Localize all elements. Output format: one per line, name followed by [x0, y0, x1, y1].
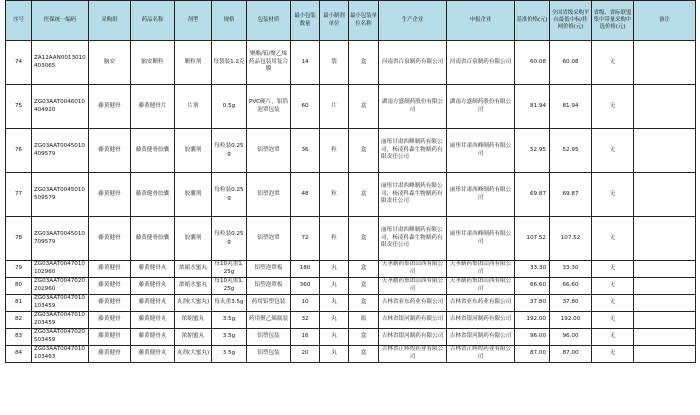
cell-note [634, 217, 696, 261]
table-row [6, 85, 696, 129]
header-material: 包装材质 [247, 1, 291, 41]
cell-min-qty: 14 [291, 41, 320, 85]
cell-code: ZG03AAT0046010404920 [32, 85, 89, 129]
cell-min-bid-price: 60.08 [550, 41, 592, 85]
header-manufacturer: 生产企业 [379, 1, 447, 41]
cell-form: 胶囊剂 [175, 173, 212, 217]
cell-name: 藤黄健骨丸 [131, 329, 175, 346]
cell-material: 药用铝塑包装 [247, 295, 291, 312]
table-row [6, 329, 696, 346]
cell-code: ZG03AAT0047010103463 [32, 346, 89, 363]
cell-form: 胶囊剂 [175, 217, 212, 261]
cell-name: 藤黄健骨胶囊 [131, 173, 175, 217]
cell-material: 药用聚乙烯瓶装 [247, 312, 291, 329]
cell-seq: 77 [6, 173, 32, 217]
cell-min-bid-price: 66.60 [550, 278, 592, 295]
cell-min-pkg-unit: 盒 [349, 129, 379, 173]
cell-province-price: 无 [592, 261, 634, 278]
header-applicant: 申报企业 [447, 1, 515, 41]
cell-material: 铝塑泡罩 [247, 173, 291, 217]
table-row [6, 295, 696, 312]
cell-name: 脑安颗粒 [131, 41, 175, 85]
cell-name: 藤黄健骨胶囊 [131, 129, 175, 173]
cell-min-bid-price: 52.95 [550, 129, 592, 173]
header-min-qty: 最小包装数量 [291, 1, 320, 41]
cell-category: 藤黄健骨 [89, 329, 131, 346]
table-row [6, 346, 696, 363]
cell-code: ZG03AAT0047010102960 [32, 261, 89, 278]
cell-material: 铝塑泡罩 [247, 217, 291, 261]
cell-min-qty: 16 [291, 329, 320, 346]
cell-material: 铝塑泡罩板 [247, 261, 291, 278]
header-min-pkg-unit: 最小包装单位名称 [349, 1, 379, 41]
cell-category: 脑安 [89, 41, 131, 85]
cell-min-bid-price: 87.00 [550, 346, 592, 363]
cell-min-bid-price: 69.87 [550, 173, 592, 217]
cell-min-pkg-unit: 盒 [349, 173, 379, 217]
cell-code: ZG03AAT0047020202960 [32, 278, 89, 295]
cell-code: ZG03AAT0047010103459 [32, 295, 89, 312]
cell-name: 藤黄健骨丸 [131, 312, 175, 329]
cell-category: 藤黄健骨 [89, 261, 131, 278]
cell-note [634, 85, 696, 129]
table-row [6, 217, 696, 261]
cell-seq: 80 [6, 278, 32, 295]
cell-category: 藤黄健骨 [89, 312, 131, 329]
cell-base-price: 192.00 [515, 312, 550, 329]
cell-min-bid-price: 81.94 [550, 85, 592, 129]
cell-note [634, 329, 696, 346]
cell-code: ZA12AAN0013010403065 [32, 41, 89, 85]
cell-base-price: 66.60 [515, 278, 550, 295]
cell-name: 藤黄健骨片 [131, 85, 175, 129]
cell-province-price: 无 [592, 173, 634, 217]
cell-min-unit: 丸 [320, 346, 349, 363]
header-province-price: 省级、省际联盟集中带量采购中选价格(元) [592, 1, 634, 41]
cell-manufacturer: 丽彤甘肃西峰制药有限公司，杨凌科森生物制药有限责任公司 [379, 129, 447, 173]
cell-spec: 每丸重3.5g [212, 295, 247, 312]
cell-min-unit: 丸 [320, 329, 349, 346]
cell-category: 藤黄健骨 [89, 295, 131, 312]
cell-note [634, 129, 696, 173]
cell-province-price: 无 [592, 278, 634, 295]
cell-applicant: 丽彤甘肃西峰制药有限公司 [447, 217, 515, 261]
cell-applicant: 天圣制药集团山西有限公司 [447, 278, 515, 295]
cell-min-qty: 360 [291, 278, 320, 295]
cell-spec: 每粒装0.25g [212, 217, 247, 261]
cell-min-bid-price: 96.00 [550, 329, 592, 346]
cell-seq: 81 [6, 295, 32, 312]
cell-applicant: 吉林省正辉煌药业有限公司 [447, 346, 515, 363]
cell-min-unit: 粒 [320, 217, 349, 261]
header-spec: 规格 [212, 1, 247, 41]
cell-manufacturer: 天圣制药集团山西有限公司 [379, 261, 447, 278]
cell-manufacturer: 湖南方盛制药股份有限公司 [379, 85, 447, 129]
cell-category: 藤黄健骨 [89, 129, 131, 173]
cell-min-bid-price: 107.52 [550, 217, 592, 261]
cell-applicant: 河南省百泉制药有限公司 [447, 41, 515, 85]
cell-base-price: 60.08 [515, 41, 550, 85]
cell-seq: 74 [6, 41, 32, 85]
cell-min-pkg-unit: 盒 [349, 278, 379, 295]
header-note: 备注 [634, 1, 696, 41]
cell-spec: 每粒装0.25g [212, 129, 247, 173]
cell-note [634, 261, 696, 278]
cell-province-price: 无 [592, 346, 634, 363]
table-row [6, 278, 696, 295]
cell-min-pkg-unit: 盒 [349, 261, 379, 278]
cell-min-qty: 20 [291, 346, 320, 363]
cell-form: 浓缩蜜丸 [175, 312, 212, 329]
cell-base-price: 37.80 [515, 295, 550, 312]
cell-min-pkg-unit: 盒 [349, 346, 379, 363]
cell-spec: 3.5g [212, 312, 247, 329]
header-base-price: 基准价格(元) [515, 1, 550, 41]
cell-province-price: 无 [592, 41, 634, 85]
cell-category: 藤黄健骨 [89, 85, 131, 129]
cell-form: 丸剂(大蜜丸) [175, 346, 212, 363]
cell-material: 聚酯/铝/聚乙烯药品包装用复合膜 [247, 41, 291, 85]
cell-manufacturer: 吉林省亚东药业有限公司 [379, 295, 447, 312]
cell-form: 浓缩水蜜丸 [175, 261, 212, 278]
cell-material: 铝塑包装 [247, 329, 291, 346]
header-category: 采购组 [89, 1, 131, 41]
cell-manufacturer: 天圣制药集团山西有限公司 [379, 278, 447, 295]
cell-code: ZG03AAT0045010709579 [32, 217, 89, 261]
cell-seq: 76 [6, 129, 32, 173]
cell-min-unit: 粒 [320, 173, 349, 217]
cell-form: 浓缩水蜜丸 [175, 278, 212, 295]
cell-material: 铝塑泡罩 [247, 129, 291, 173]
cell-manufacturer: 吉林省银河制药有限公司 [379, 329, 447, 346]
cell-applicant: 丽彤甘肃西峰制药有限公司 [447, 129, 515, 173]
cell-base-price: 52.95 [515, 129, 550, 173]
cell-province-price: 无 [592, 129, 634, 173]
cell-min-unit: 粒 [320, 129, 349, 173]
cell-base-price: 107.52 [515, 217, 550, 261]
cell-min-qty: 72 [291, 217, 320, 261]
cell-province-price: 无 [592, 295, 634, 312]
cell-name: 藤黄健骨丸 [131, 278, 175, 295]
cell-min-qty: 180 [291, 261, 320, 278]
cell-min-bid-price: 37.80 [550, 295, 592, 312]
header-min-bid-price: 全国省级采购平台最低中标/挂网价格(元) [550, 1, 592, 41]
cell-min-pkg-unit: 盒 [349, 41, 379, 85]
cell-code: ZG03AAT0045010509579 [32, 173, 89, 217]
cell-applicant: 吉林省亚东药业有限公司 [447, 295, 515, 312]
table-row [6, 41, 696, 85]
cell-note [634, 278, 696, 295]
cell-province-price: 无 [592, 85, 634, 129]
table-row [6, 129, 696, 173]
cell-seq: 83 [6, 329, 32, 346]
drug-price-table [5, 0, 696, 363]
cell-spec: 3.5g [212, 346, 247, 363]
cell-form: 胶囊剂 [175, 129, 212, 173]
cell-spec: 3.5g [212, 329, 247, 346]
cell-seq: 79 [6, 261, 32, 278]
cell-name: 藤黄健骨丸 [131, 295, 175, 312]
cell-min-bid-price: 192.00 [550, 312, 592, 329]
header-name: 药品名称 [131, 1, 175, 41]
cell-min-pkg-unit: 盒 [349, 217, 379, 261]
cell-applicant: 湖南方盛制药股份有限公司 [447, 85, 515, 129]
cell-min-pkg-unit: 盒 [349, 295, 379, 312]
cell-seq: 75 [6, 85, 32, 129]
cell-min-pkg-unit: 盒 [349, 85, 379, 129]
cell-min-unit: 袋 [320, 41, 349, 85]
cell-form: 颗粒剂 [175, 41, 212, 85]
cell-base-price: 87.00 [515, 346, 550, 363]
cell-min-qty: 32 [291, 312, 320, 329]
cell-category: 藤黄健骨 [89, 217, 131, 261]
cell-min-unit: 丸 [320, 261, 349, 278]
cell-manufacturer: 丽彤甘肃西峰制药有限公司，杨凌科森生物制药有限责任公司 [379, 217, 447, 261]
header-min-unit: 最小制剂单位 [320, 1, 349, 41]
cell-applicant: 丽彤甘肃西峰制药有限公司 [447, 173, 515, 217]
cell-spec: 0.5g [212, 85, 247, 129]
cell-seq: 78 [6, 217, 32, 261]
cell-note [634, 41, 696, 85]
cell-manufacturer: 河南省百泉制药有限公司 [379, 41, 447, 85]
cell-seq: 82 [6, 312, 32, 329]
cell-code: ZG03AAT0047010203459 [32, 312, 89, 329]
cell-min-qty: 10 [291, 295, 320, 312]
cell-applicant: 吉林省银河制药有限公司 [447, 312, 515, 329]
cell-seq: 84 [6, 346, 32, 363]
cell-code: ZG03AAT0045010409579 [32, 129, 89, 173]
cell-manufacturer: 吉林省正辉煌药业有限公司 [379, 346, 447, 363]
cell-spec: 每袋装1.2克 [212, 41, 247, 85]
cell-min-bid-price: 33.30 [550, 261, 592, 278]
cell-form: 浓缩蜜丸 [175, 329, 212, 346]
cell-min-qty: 48 [291, 173, 320, 217]
cell-min-pkg-unit: 盒 [349, 329, 379, 346]
cell-min-qty: 60 [291, 85, 320, 129]
cell-name: 藤黄健骨胶囊 [131, 217, 175, 261]
cell-spec: 每10丸重1.25g [212, 261, 247, 278]
cell-spec: 每10丸重1.25g [212, 278, 247, 295]
cell-applicant: 吉林省银河制药有限公司 [447, 329, 515, 346]
table-row [6, 312, 696, 329]
cell-manufacturer: 丽彤甘肃西峰制药有限公司，杨凌科森生物制药有限责任公司 [379, 173, 447, 217]
cell-spec: 每粒装0.25g [212, 173, 247, 217]
cell-min-unit: 丸 [320, 295, 349, 312]
cell-manufacturer: 吉林省银河制药有限公司 [379, 312, 447, 329]
cell-province-price: 无 [592, 329, 634, 346]
cell-material: 铝塑泡罩板 [247, 278, 291, 295]
cell-province-price: 无 [592, 217, 634, 261]
header-row [6, 1, 696, 41]
cell-applicant: 天圣制药集团山西有限公司 [447, 261, 515, 278]
cell-category: 藤黄健骨 [89, 346, 131, 363]
table-row [6, 261, 696, 278]
cell-min-pkg-unit: 瓶 [349, 312, 379, 329]
cell-note [634, 346, 696, 363]
cell-note [634, 295, 696, 312]
cell-material: PVC硬片，铝箔泡罩包装 [247, 85, 291, 129]
header-form: 剂型 [175, 1, 212, 41]
cell-form: 片剂 [175, 85, 212, 129]
cell-category: 藤黄健骨 [89, 173, 131, 217]
cell-min-unit: 丸 [320, 312, 349, 329]
cell-note [634, 312, 696, 329]
cell-min-unit: 片 [320, 85, 349, 129]
cell-name: 藤黄健骨丸 [131, 346, 175, 363]
cell-category: 藤黄健骨 [89, 278, 131, 295]
header-code: 医保统一编码 [32, 1, 89, 41]
cell-min-qty: 36 [291, 129, 320, 173]
cell-form: 丸剂(大蜜丸) [175, 295, 212, 312]
cell-base-price: 96.00 [515, 329, 550, 346]
header-seq: 序号 [6, 1, 32, 41]
cell-base-price: 69.87 [515, 173, 550, 217]
cell-note [634, 173, 696, 217]
cell-min-unit: 丸 [320, 278, 349, 295]
cell-name: 藤黄健骨丸 [131, 261, 175, 278]
cell-material: 铝塑包装 [247, 346, 291, 363]
table-row [6, 173, 696, 217]
cell-province-price: 无 [592, 312, 634, 329]
cell-code: ZG03AAT0047020503459 [32, 329, 89, 346]
cell-base-price: 33.30 [515, 261, 550, 278]
cell-base-price: 81.94 [515, 85, 550, 129]
